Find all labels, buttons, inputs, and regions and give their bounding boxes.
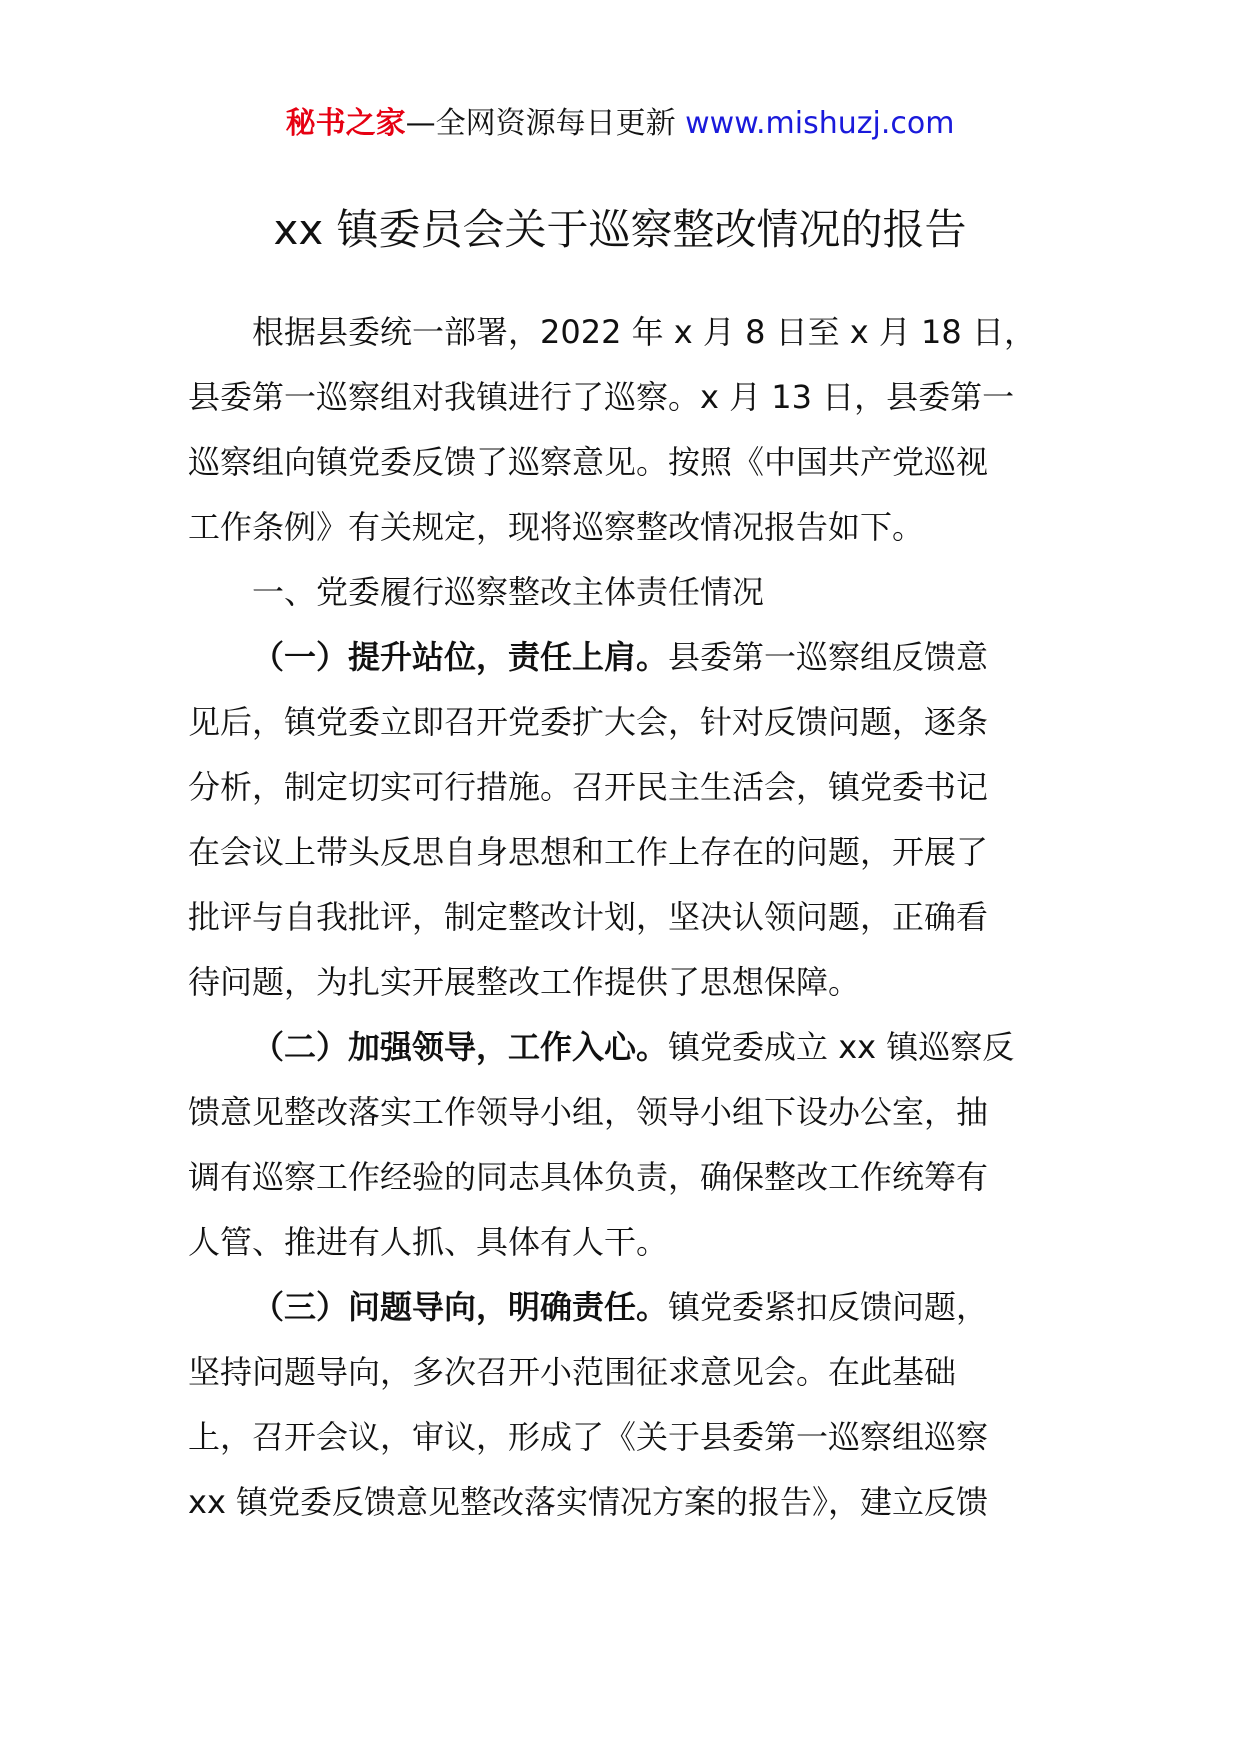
text-line: 见后，镇党委立即召开党委扩大会，针对反馈问题，逐条 xyxy=(188,703,989,741)
document-title: xx 镇委员会关于巡察整改情况的报告 xyxy=(273,205,967,254)
site-brand: 秘书之家 xyxy=(285,106,406,141)
document-body xyxy=(188,300,1056,1535)
site-slogan: —全网资源每日更新 xyxy=(405,106,676,141)
text-line: 巡察组向镇党委反馈了巡察意见。按照《中国共产党巡视 xyxy=(188,443,989,481)
subsection-heading: （三）问题导向，明确责任。镇党委紧扣反馈问题， xyxy=(252,1288,989,1326)
text-line: 工作条例》有关规定，现将巡察整改情况报告如下。 xyxy=(188,508,925,546)
text-line: 馈意见整改落实工作领导小组，领导小组下设办公室，抽 xyxy=(188,1093,989,1131)
text-line: 调有巡察工作经验的同志具体负责，确保整改工作统筹有 xyxy=(188,1158,989,1196)
subsection-first-line xyxy=(188,625,1056,690)
section-heading: 一、党委履行巡察整改主体责任情况 xyxy=(252,573,765,611)
site-url-link[interactable]: www.mishuzj.com xyxy=(685,106,955,141)
subsection-heading: （二）加强领导，工作入心。镇党委成立 xx 镇巡察反 xyxy=(252,1028,1015,1066)
text-line: 分析，制定切实可行措施。召开民主生活会，镇党委书记 xyxy=(188,768,989,806)
subsection-first-line xyxy=(188,1275,1056,1340)
text-line: xx 镇党委反馈意见整改落实情况方案的报告》，建立反馈 xyxy=(188,1483,989,1521)
text-line: 上，召开会议，审议，形成了《关于县委第一巡察组巡察 xyxy=(188,1418,989,1456)
subsection-heading: （一）提升站位，责任上肩。县委第一巡察组反馈意 xyxy=(252,638,989,676)
text-line: 待问题，为扎实开展整改工作提供了思想保障。 xyxy=(188,963,861,1001)
text-line: 人管、推进有人抓、具体有人干。 xyxy=(188,1223,669,1261)
text-line: 批评与自我批评，制定整改计划，坚决认领问题，正确看 xyxy=(188,898,989,936)
text-line: 根据县委统一部署，2022 年 x 月 8 日至 x 月 18 日， xyxy=(252,313,1036,351)
text-line: 坚持问题导向，多次召开小范围征求意见会。在此基础 xyxy=(188,1353,957,1391)
text-line: 县委第一巡察组对我镇进行了巡察。x 月 13 日，县委第一 xyxy=(188,378,1015,416)
text-line: 在会议上带头反思自身思想和工作上存在的问题，开展了 xyxy=(188,833,989,871)
site-header xyxy=(0,100,1240,148)
subsection-first-line xyxy=(188,1015,1056,1080)
